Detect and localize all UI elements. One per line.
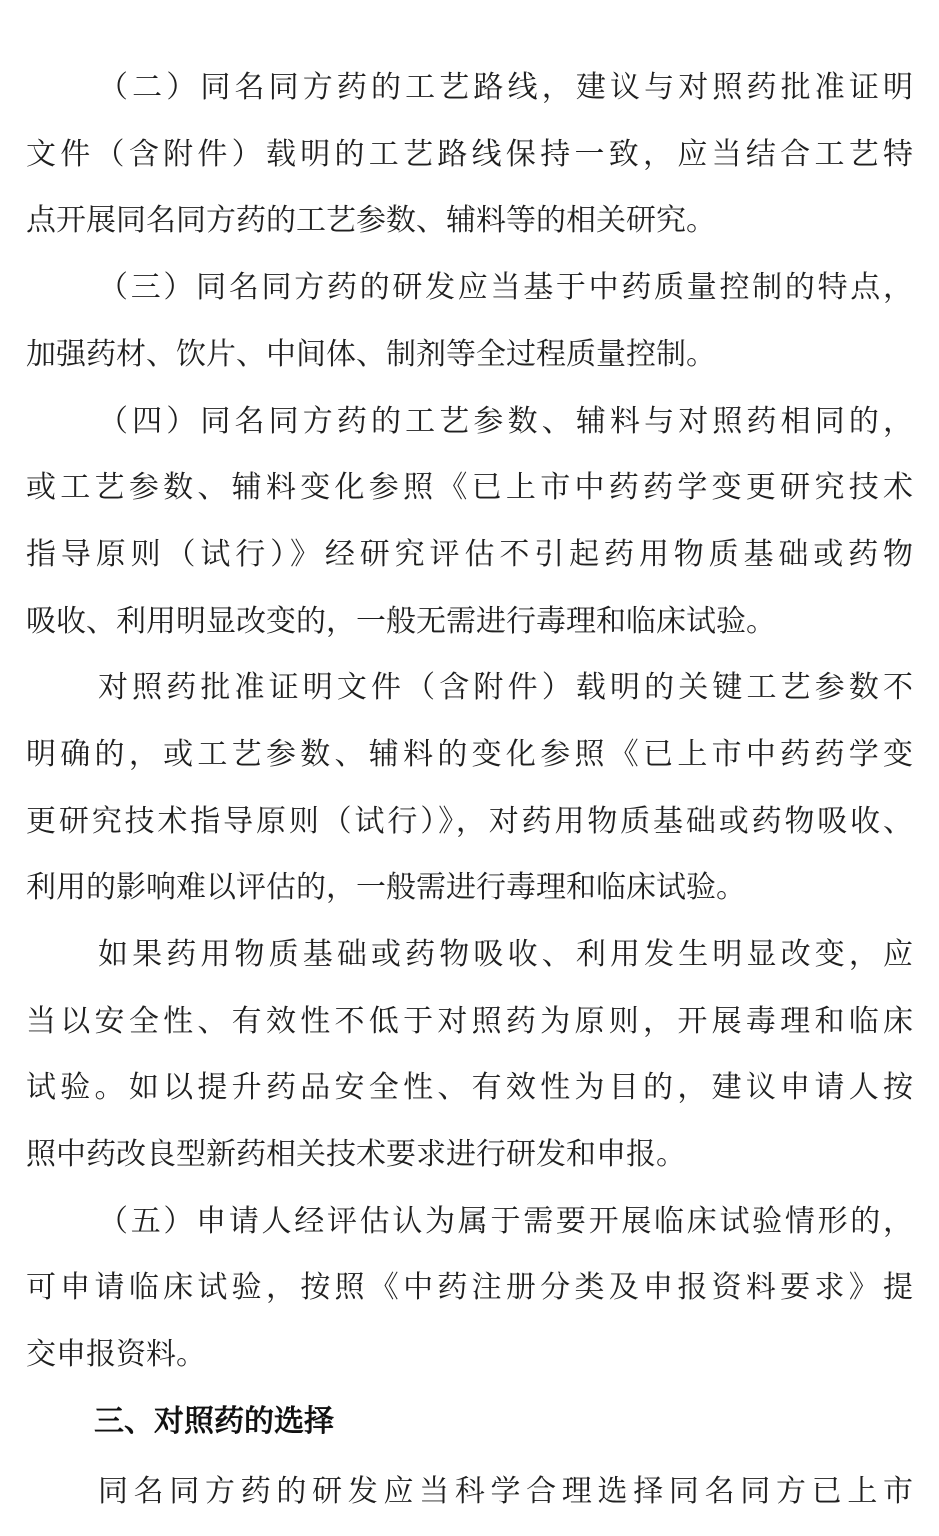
paragraph-6-line-3: 试验。如以提升药品安全性、有效性为目的，建议申请人按	[26, 1070, 913, 1105]
paragraph-5-line-1: 对照药批准证明文件（含附件）载明的关键工艺参数不	[98, 670, 913, 705]
paragraph-3-line-2: 加强药材、饮片、中间体、制剂等全过程质量控制。	[26, 337, 716, 372]
paragraph-4-line-3: 指导原则（试行）》经研究评估不引起药用物质基础或药物	[26, 537, 913, 572]
paragraph-6-line-1: 如果药用物质基础或药物吸收、利用发生明显改变，应	[98, 937, 913, 972]
paragraph-2-line-1: （二）同名同方药的工艺路线，建议与对照药批准证明	[98, 70, 913, 105]
paragraph-2-line-2: 文件（含附件）载明的工艺路线保持一致，应当结合工艺特	[26, 137, 913, 172]
paragraph-7-line-1: （五）申请人经评估认为属于需要开展临床试验情形的，	[98, 1204, 913, 1239]
paragraph-3-line-1: （三）同名同方药的研发应当基于中药质量控制的特点，	[98, 270, 913, 305]
paragraph-2-line-3: 点开展同名同方药的工艺参数、辅料等的相关研究。	[26, 203, 716, 238]
paragraph-5-line-4: 利用的影响难以评估的，一般需进行毒理和临床试验。	[26, 870, 746, 905]
paragraph-6-line-2: 当以安全性、有效性不低于对照药为原则，开展毒理和临床	[26, 1004, 913, 1039]
paragraph-4-line-1: （四）同名同方药的工艺参数、辅料与对照药相同的，	[98, 404, 913, 439]
paragraph-7-line-2: 可申请临床试验，按照《中药注册分类及申报资料要求》提	[26, 1270, 913, 1305]
paragraph-6-line-4: 照中药改良型新药相关技术要求进行研发和申报。	[26, 1137, 686, 1172]
section-heading: 三、对照药的选择	[94, 1404, 334, 1439]
paragraph-7-line-3: 交申报资料。	[26, 1337, 206, 1372]
paragraph-5-line-2: 明确的，或工艺参数、辅料的变化参照《已上市中药药学变	[26, 737, 913, 772]
paragraph-4-line-2: 或工艺参数、辅料变化参照《已上市中药药学变更研究技术	[26, 470, 913, 505]
paragraph-5-line-3: 更研究技术指导原则（试行）》，对药用物质基础或药物吸收、	[26, 804, 913, 839]
paragraph-4-line-4: 吸收、利用明显改变的，一般无需进行毒理和临床试验。	[26, 604, 776, 639]
final-paragraph-line-1: 同名同方药的研发应当科学合理选择同名同方已上市	[98, 1474, 913, 1509]
